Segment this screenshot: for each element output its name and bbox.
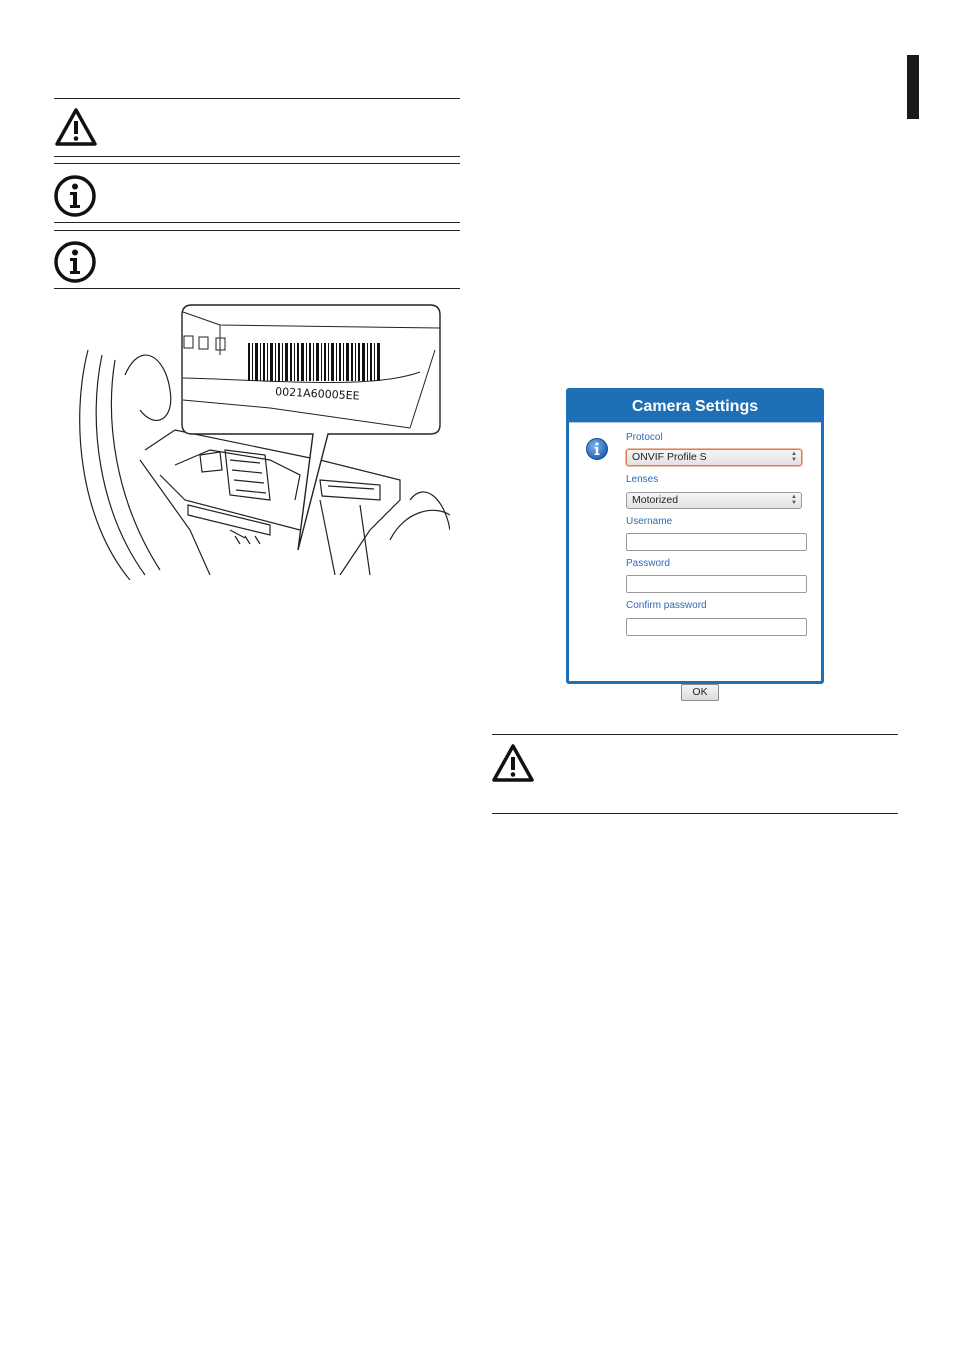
info-icon xyxy=(53,240,97,284)
warning-icon xyxy=(491,742,535,786)
username-input[interactable] xyxy=(626,533,807,551)
note-rule xyxy=(54,222,460,223)
password-label: Password xyxy=(626,558,670,569)
note-rule xyxy=(54,156,460,157)
ok-button[interactable]: OK xyxy=(681,684,719,701)
select-arrows-icon: ▲ ▼ xyxy=(791,451,797,463)
protocol-select-value: ONVIF Profile S xyxy=(632,451,707,463)
dialog-body xyxy=(569,423,821,698)
protocol-label: Protocol xyxy=(626,432,663,443)
section-tab-marker xyxy=(907,55,919,119)
mac-address-label: 0021A60005EE xyxy=(274,385,360,403)
note-rule-top xyxy=(54,98,460,99)
camera-settings-dialog xyxy=(566,388,824,698)
note-rule xyxy=(54,163,460,164)
confirm-password-label: Confirm password xyxy=(626,600,707,611)
warning-icon xyxy=(54,106,98,150)
protocol-select[interactable] xyxy=(626,449,802,466)
note-rule xyxy=(492,734,898,735)
note-rule xyxy=(54,288,460,289)
dialog-title: Camera Settings xyxy=(569,391,821,423)
password-input[interactable] xyxy=(626,575,807,593)
select-arrows-icon: ▲ ▼ xyxy=(791,494,797,506)
note-rule xyxy=(54,230,460,231)
info-icon xyxy=(585,437,609,461)
lenses-select-value: Motorized xyxy=(632,494,679,506)
confirm-password-input[interactable] xyxy=(626,618,807,636)
info-icon xyxy=(53,174,97,218)
username-label: Username xyxy=(626,516,673,527)
lenses-select[interactable] xyxy=(626,492,802,509)
lenses-label: Lenses xyxy=(626,474,659,485)
note-rule xyxy=(492,813,898,814)
camera-label-illustration xyxy=(70,300,450,580)
